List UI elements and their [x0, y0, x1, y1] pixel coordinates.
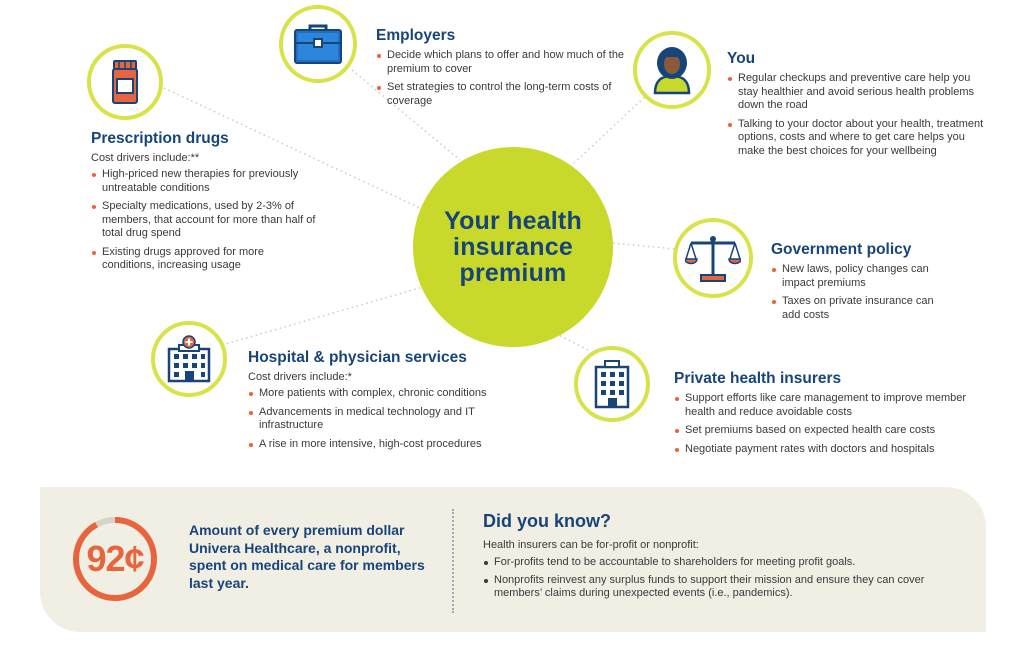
government-title: Government policy: [771, 241, 912, 258]
list-item: Talking to your doctor about your health, treatment options, costs and where to get care helps you make the best choices for your wellbeing: [727, 118, 987, 159]
premium-center-circle: [413, 147, 613, 347]
list-item: Negotiate payment rates with doctors and hospitals: [674, 443, 974, 457]
hospital-bullets: [248, 387, 538, 451]
pill-bottle-icon: [108, 59, 142, 105]
insurers-bullets: [674, 392, 974, 456]
you-icon-ring: [633, 31, 711, 109]
connector-government: [613, 243, 676, 249]
stat-description: Amount of every premium dollar Univera Healthcare, a nonprofit, spent on medical care for members last year.: [189, 522, 425, 591]
insurers-icon-ring: [574, 346, 650, 422]
center-title: Your health insurance premium: [444, 207, 582, 287]
list-item: Existing drugs approved for more conditions, increasing usage: [91, 246, 316, 273]
scales-icon: [685, 233, 741, 283]
hospital-icon: [166, 335, 212, 383]
list-item: New laws, policy changes can impact premiums: [771, 263, 946, 290]
list-item: Specialty medications, used by 2-3% of members, that account for more than half of total drug spend: [91, 200, 316, 241]
prescription-bullets: [91, 168, 316, 273]
employers-title: Employers: [376, 27, 456, 44]
employers-icon-ring: [279, 5, 357, 83]
hospital-subtitle: Cost drivers include:*: [248, 371, 352, 383]
connector-hospital: [222, 285, 430, 345]
prescription-section: [91, 129, 316, 278]
list-item: For-profits tend to be accountable to shareholders for meeting profit goals.: [483, 556, 973, 570]
office-building-icon: [592, 359, 632, 409]
list-item: Set premiums based on expected health care costs: [674, 424, 974, 438]
you-title: You: [727, 50, 756, 67]
hospital-section: [248, 348, 538, 456]
insurers-title: Private health insurers: [674, 370, 842, 387]
list-item: Support efforts like care management to improve member health and reduce avoidable costs: [674, 392, 974, 419]
prescription-subtitle: Cost drivers include:**: [91, 152, 200, 164]
did-you-know-bullets: [483, 556, 973, 601]
employers-section: [376, 26, 636, 113]
list-item: More patients with complex, chronic conditions: [248, 387, 538, 401]
government-bullets: [771, 263, 946, 322]
prescription-title: Prescription drugs: [91, 130, 229, 147]
list-item: A rise in more intensive, high-cost procedures: [248, 438, 538, 452]
did-you-know-intro: Health insurers can be for-profit or nonprofit:: [483, 539, 699, 551]
briefcase-icon: [293, 23, 343, 65]
percent-value: 92¢: [86, 538, 144, 579]
prescription-icon-ring: [87, 44, 163, 120]
list-item: Nonprofits reinvest any surplus funds to support their mission and ensure they can cover members’ claims during unexpected events (i.e., pandemics).: [483, 574, 973, 601]
you-bullets: [727, 72, 987, 158]
list-item: Regular checkups and preventive care help you stay healthier and avoid serious health problems down the road: [727, 72, 987, 113]
did-you-know: [483, 511, 973, 605]
insurers-section: [674, 369, 974, 461]
list-item: High-priced new therapies for previously untreatable conditions: [91, 168, 316, 195]
hospital-icon-ring: [151, 321, 227, 397]
panel-divider: [452, 509, 454, 613]
did-you-know-title: Did you know?: [483, 511, 611, 531]
list-item: Advancements in medical technology and IT infrastructure: [248, 406, 498, 433]
list-item: Set strategies to control the long-term costs of coverage: [376, 81, 636, 108]
government-icon-ring: [673, 218, 753, 298]
list-item: Taxes on private insurance can add costs: [771, 295, 946, 322]
government-section: [771, 240, 946, 327]
employers-bullets: [376, 49, 636, 108]
hospital-title: Hospital & physician services: [248, 349, 467, 366]
list-item: Decide which plans to offer and how much of the premium to cover: [376, 49, 636, 76]
you-section: [727, 49, 987, 163]
person-icon: [645, 43, 699, 97]
